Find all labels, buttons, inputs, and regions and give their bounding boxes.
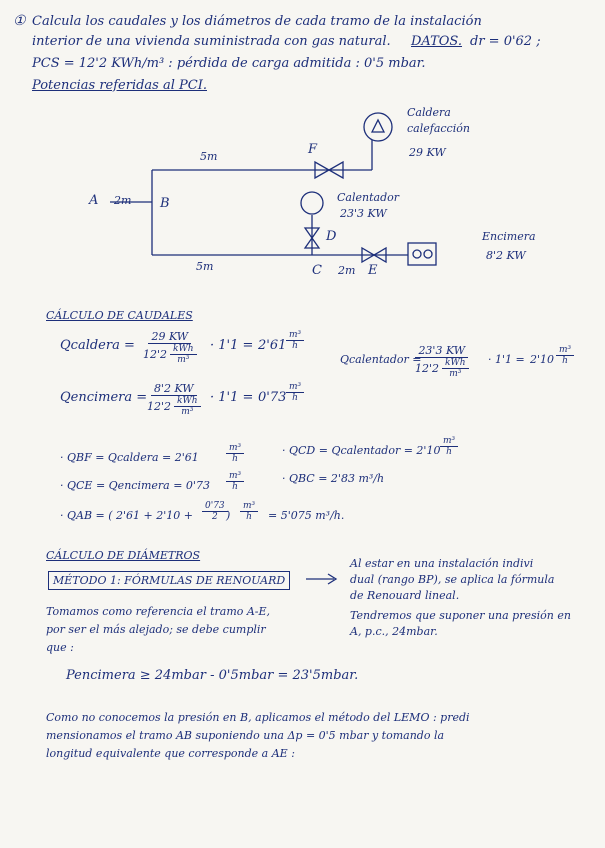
qbf-unit — [226, 443, 244, 464]
qcd-unit-num: m³ — [440, 436, 458, 447]
length-ce: 2m — [338, 264, 356, 277]
problem-line-3: PCS = 12'2 KWh/m³ : pérdida de carga admitida : 0'5 mbar. — [32, 56, 426, 71]
encimera-power: 8'2 KW — [486, 249, 526, 262]
q-encimera-den-group — [144, 396, 204, 417]
length-ab: 2m — [114, 194, 132, 207]
problem-line-1: Calcula los caudales y los diámetros de cada tramo de la instalación — [32, 14, 482, 29]
q-encimera-mult: · 1'1 = — [210, 390, 254, 405]
qab-unit — [240, 501, 258, 522]
q-encimera-den: 12'2 — [147, 400, 172, 413]
note-line-3: de Renouard lineal. — [350, 589, 460, 602]
qce-unit — [226, 471, 244, 492]
q-caldera-unit — [170, 344, 197, 365]
q-caldera-den: 12'2 — [143, 348, 168, 361]
problem-number: ① — [13, 13, 26, 29]
qcd-unit-den: h — [446, 447, 452, 457]
q-caldera-result-unit — [286, 330, 304, 351]
note-line-1: Al estar en una instalación indivi — [350, 557, 534, 570]
point-a: A — [89, 193, 99, 208]
q-calentador-result-unit — [556, 345, 574, 366]
qab-unit-num: m³ — [240, 501, 258, 512]
length-bf: 5m — [200, 150, 218, 163]
caldera-triangle-icon — [372, 120, 384, 132]
qce-unit-num: m³ — [226, 471, 244, 482]
q-caldera-result: 2'61 — [258, 338, 287, 353]
note-line-4: Tendremos que suponer una presión en — [350, 609, 571, 622]
datos-label: DATOS. — [411, 34, 463, 49]
qab-fraction — [202, 501, 231, 522]
q-calentador-den: 12'2 — [415, 362, 440, 375]
q-caldera-num: 29 KW — [148, 330, 191, 344]
note-line-5: A, p.c., 24mbar. — [350, 625, 438, 638]
qab-frac-den: 2 — [211, 512, 218, 522]
paragraph-line-1: Como no conocemos la presión en B, aplicamos el método del LEMO : predi — [46, 711, 470, 724]
q-caldera-result-unit-den: h — [292, 341, 298, 351]
q-calentador-unit — [442, 358, 469, 379]
note-line-2: dual (rango BP), se aplica la fórmula — [350, 573, 555, 586]
paragraph-line-2: mensionamos el tramo AB suponiendo una Δp = 0'5 mbar y tomando la — [46, 729, 445, 742]
arrow-icon — [304, 572, 340, 586]
qab-right: ) — [226, 509, 231, 522]
q-caldera-result-unit-num: m³ — [286, 330, 304, 341]
q-encimera-fraction — [144, 382, 204, 417]
caldera-power: 29 KW — [409, 146, 446, 159]
qab-unit-den: h — [246, 512, 252, 522]
qce-line: · QCE = Qencimera = 0'73 — [60, 479, 210, 492]
diametros-heading: CÁLCULO DE DIÁMETROS — [46, 549, 201, 562]
q-encimera-result: 0'73 — [258, 390, 287, 405]
encimera-burner-1-icon — [413, 250, 421, 258]
calentador-icon — [301, 192, 323, 214]
q-calentador-num: 23'3 KW — [415, 344, 468, 358]
q-encimera-unit-den: m³ — [181, 407, 194, 417]
caldera-icon — [364, 113, 392, 141]
qbf-line: · QBF = Qcaldera = 2'61 — [60, 451, 199, 464]
problem-line-2: interior de una vivienda suministrada con gas natural. — [32, 34, 391, 49]
problem-line-4: Potencias referidas al PCI. — [32, 78, 207, 93]
calentador-power: 23'3 KW — [340, 207, 387, 220]
paragraph-line-3: longitud equivalente que corresponde a AE : — [46, 747, 295, 760]
q-caldera-mult: · 1'1 = — [210, 338, 254, 353]
q-calentador-unit-num: kWh — [442, 358, 469, 369]
qab-frac-num: 0'73 — [202, 501, 228, 512]
q-encimera-num: 8'2 KW — [151, 382, 197, 396]
qab-result: = 5'075 m³/h. — [268, 509, 345, 522]
point-e: E — [368, 263, 378, 278]
q-encimera-unit-num: kWh — [174, 396, 201, 407]
pressure-equation: Pencimera ≥ 24mbar - 0'5mbar = 23'5mbar. — [66, 668, 359, 683]
q-caldera-fraction — [140, 330, 200, 365]
point-f: F — [308, 142, 318, 157]
q-calentador-result-unit-den: h — [562, 356, 568, 366]
caldera-label-2: calefacción — [407, 122, 470, 135]
encimera-label: Encimera — [482, 230, 536, 243]
ref-line-1: Tomamos como referencia el tramo A-E, — [46, 605, 271, 618]
q-encimera-label: Qencimera = — [60, 390, 148, 405]
encimera-burner-2-icon — [424, 250, 432, 258]
length-bc: 5m — [196, 260, 214, 273]
qbf-unit-num: m³ — [226, 443, 244, 454]
point-c: C — [312, 263, 322, 278]
qab-left: · QAB = ( 2'61 + 2'10 + — [60, 509, 193, 522]
caldera-label-1: Caldera — [407, 106, 451, 119]
qcd-unit — [440, 436, 458, 457]
q-encimera-result-unit-den: h — [292, 393, 298, 403]
ref-line-2: por ser el más alejado; se debe cumplir — [46, 623, 266, 636]
q-caldera-unit-num: kWh — [170, 344, 197, 355]
ref-line-3: que : — [46, 641, 74, 654]
q-calentador-mult: · 1'1 = — [488, 353, 525, 366]
q-calentador-result-unit-num: m³ — [556, 345, 574, 356]
q-caldera-label: Qcaldera = — [60, 338, 135, 353]
q-calentador-fraction — [412, 344, 472, 379]
point-b: B — [160, 196, 170, 211]
q-caldera-unit-den: m³ — [177, 355, 190, 365]
caudales-heading: CÁLCULO DE CAUDALES — [46, 309, 193, 322]
metodo-box: MÉTODO 1: FÓRMULAS DE RENOUARD — [48, 571, 290, 590]
q-caldera-den-group — [140, 344, 200, 365]
qce-unit-den: h — [232, 482, 238, 492]
qcd-line: · QCD = Qcalentador = 2'10 — [282, 444, 441, 457]
relative-density: dr = 0'62 ; — [470, 34, 541, 49]
q-encimera-result-unit — [286, 382, 304, 403]
point-d: D — [326, 229, 337, 244]
calentador-label: Calentador — [337, 191, 399, 204]
q-calentador-result: 2'10 — [530, 353, 555, 366]
qbc-line: · QBC = 2'83 m³/h — [282, 472, 385, 485]
q-calentador-unit-den: m³ — [449, 369, 462, 379]
qbf-unit-den: h — [232, 454, 238, 464]
q-encimera-result-unit-num: m³ — [286, 382, 304, 393]
q-calentador-den-group — [412, 358, 472, 379]
q-encimera-unit — [174, 396, 201, 417]
q-calentador-label: Qcalentador = — [340, 353, 422, 366]
